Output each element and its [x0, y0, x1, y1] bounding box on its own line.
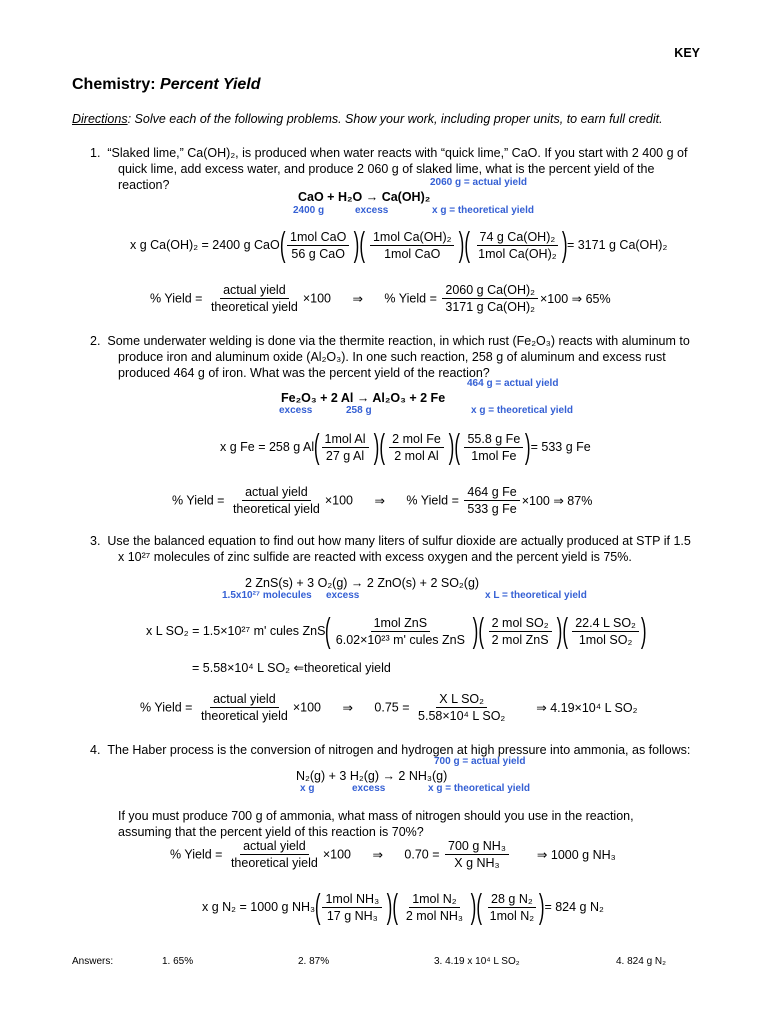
- p4-xg-note: x g: [300, 783, 315, 794]
- p1-py-x100: ×100: [302, 291, 331, 306]
- p2-py-den: theoretical yield: [232, 502, 320, 516]
- p3-f1-num: 1mol ZnS: [371, 615, 431, 632]
- p2-conversion-result: = 533 g Fe: [530, 440, 591, 454]
- problem-2-number: 2.: [90, 334, 101, 348]
- p1-f3-den: 1mol Ca(OH)₂: [478, 246, 557, 261]
- page-title: [72, 76, 261, 94]
- p1-py2-result: ×100 ⇒ 65%: [540, 292, 611, 306]
- p3-molecules-note: 1.5x10²⁷ molecules: [222, 590, 312, 601]
- problem-4-text: The Haber process is the conversion of nitrogen and hydrogen at high pressure into ammonia, as follows:: [107, 743, 691, 757]
- p2-theoretical-note: x g = theoretical yield: [471, 405, 573, 416]
- directions: [72, 112, 663, 126]
- p3-f1-den: 6.02×10²³ m' cules ZnS: [335, 632, 465, 647]
- p1-f2-num: 1mol Ca(OH)₂: [370, 229, 454, 246]
- p2-al-mass-note: 258 g: [346, 405, 372, 416]
- p4-py-num: actual yield: [240, 838, 309, 855]
- p3-f3-den: 1mol SO₂: [578, 632, 633, 647]
- p2-py2-result: ×100 ⇒ 87%: [521, 494, 593, 508]
- p2-py-x100: ×100: [324, 493, 353, 508]
- problem-3-text: Use the balanced equation to find out how many liters of sulfur dioxide are actually produced at STP if 1.5 x 10²⁷ molecules of zinc sulfide are reacted with excess oxygen and the percent yield is 75%.: [107, 534, 691, 564]
- p4-f3-num: 28 g N₂: [488, 891, 536, 908]
- p2-f1-den: 27 g Al: [325, 448, 365, 463]
- p2-py2-den: 533 g Fe: [467, 502, 517, 516]
- p1-f3-num: 74 g Ca(OH)₂: [477, 229, 559, 246]
- p3-py2-result: ⇒ 4.19×10⁴ L SO₂: [536, 701, 638, 715]
- p3-excess-note: excess: [326, 590, 360, 601]
- p4-py-x100: ×100: [322, 847, 351, 862]
- p1-py-den: theoretical yield: [210, 300, 298, 314]
- problem-1-number: 1.: [90, 146, 101, 160]
- p4-conversion: x g N₂ = 1000 g NH₃( $\frac{\text{1mol NH₃}}{\text{17 g NH₃}}$ )( $\frac{\text{1mol N₂}}{\text{2 mol NH₃}}$ )( $\frac{\text{28 g N₂}}{\text{1mol N₂}}$ )= 824 g N₂: [202, 888, 604, 926]
- p2-f2-num: 2 mol Fe: [389, 431, 444, 448]
- p1-py2-num: 2060 g Ca(OH)₂: [442, 282, 538, 299]
- p3-py2-den: 5.58×10⁴ L SO₂: [418, 709, 506, 723]
- p4-percent-yield: [170, 838, 616, 871]
- p1-conversion-lhs: x g Ca(OH)₂ = 2400 g CaO: [130, 238, 280, 252]
- directions-text: : Solve each of the following problems. Show your work, including proper units, to earn full credit.: [127, 112, 663, 126]
- answer-3: 3. 4.19 x 10⁴ L SO₂: [434, 956, 520, 967]
- p1-py2-lhs: % Yield =: [384, 291, 437, 306]
- p4-equation: N₂(g) + 3 H₂(g) → 2 NH₃(g): [296, 769, 448, 783]
- p1-implies: ⇒: [352, 292, 363, 306]
- p3-conversion: x L SO₂ = 1.5×10²⁷ m' cules ZnS( $\frac{\text{1mol ZnS}}{\text{6.02×10²³ m' cules ZnS}}$ )( $\frac{\text{2 mol SO₂}}{\text{2 mol ZnS}}$ )( $\frac{\text{22.4 L SO₂}}{\text{1mol SO₂}}$ ): [146, 612, 647, 650]
- p3-f2-den: 2 mol ZnS: [491, 632, 549, 647]
- p1-f2-den: 1mol CaO: [384, 246, 441, 261]
- p4-conversion-lhs: x g N₂ = 1000 g NH₃: [202, 900, 316, 914]
- p3-theoretical-result: = 5.58×10⁴ L SO₂ ⇐theoretical yield: [192, 661, 391, 675]
- p1-py-num: actual yield: [220, 282, 289, 299]
- p1-conversion: x g Ca(OH)₂ = 2400 g CaO( $\frac{\text{1mol CaO}}{\text{56 g CaO}}$ )( $\frac{\text{1mol Ca(OH)₂}}{\text{1mol CaO}}$ )( $\frac{\text{74 g Ca(OH)₂}}{\text{1mol Ca(OH)₂}}$ )= 3171 g Ca(OH)₂: [130, 226, 668, 264]
- problem-3: [72, 533, 692, 565]
- problem-4: [72, 742, 692, 758]
- p2-f2-den: 2 mol Al: [394, 448, 439, 463]
- p1-actual-yield-note: 2060 g = actual yield: [430, 177, 527, 188]
- p4-py2-den: X g NH₃: [454, 856, 500, 870]
- problem-4-number: 4.: [90, 743, 101, 757]
- problem-2-text: Some underwater welding is done via the thermite reaction, in which rust (Fe₂O₃) reacts with aluminum to produce iron and aluminum oxide (Al₂O₃). In one such reaction, 258 g of aluminum and excess rust produced 464 g of iron. What was the percent yield of the reaction?: [107, 334, 690, 380]
- p3-py-den: theoretical yield: [200, 709, 288, 723]
- p3-f2-num: 2 mol SO₂: [489, 615, 552, 632]
- problem-4-question: If you must produce 700 g of ammonia, what mass of nitrogen should you use in the reaction, assuming that the percent yield of this reaction is 70%?: [118, 809, 634, 839]
- p3-py-x100: ×100: [292, 700, 321, 715]
- p1-f1-num: 1mol CaO: [287, 229, 349, 246]
- problem-1-text: “Slaked lime,” Ca(OH)₂, is produced when water reacts with “quick lime,” CaO. If you start with 2 400 g of quick lime, add excess water, and produce 2 060 g of slaked lime, what is the percent yield of the reaction?: [107, 146, 688, 192]
- problem-2: [72, 333, 692, 381]
- p1-percent-yield: [150, 282, 611, 315]
- p1-cao-mass-note: 2400 g: [293, 205, 325, 216]
- p4-py-den: theoretical yield: [230, 856, 318, 870]
- p4-f2-den: 2 mol NH₃: [405, 908, 464, 923]
- p3-theoretical-note: x L = theoretical yield: [485, 590, 587, 601]
- p2-py-num: actual yield: [242, 484, 311, 501]
- p4-py2-result: ⇒ 1000 g NH₃: [536, 848, 616, 862]
- directions-label: Directions: [72, 112, 128, 126]
- p2-implies: ⇒: [374, 494, 385, 508]
- problem-1: [72, 145, 692, 193]
- p4-f3-den: 1mol N₂: [489, 908, 535, 923]
- p4-excess-note: excess: [352, 783, 386, 794]
- p3-percent-yield: [140, 691, 637, 724]
- p4-f1-num: 1mol NH₃: [322, 891, 382, 908]
- p2-equation: Fe₂O₃ + 2 Al → Al₂O₃ + 2 Fe: [281, 391, 446, 405]
- p4-py2-lhs: 0.70 =: [404, 847, 440, 862]
- p1-py-lhs: % Yield =: [150, 291, 203, 306]
- p3-f3-num: 22.4 L SO₂: [572, 615, 639, 632]
- p3-implies: ⇒: [342, 701, 353, 715]
- p2-f3-num: 55.8 g Fe: [464, 431, 523, 448]
- p4-implies: ⇒: [372, 848, 383, 862]
- p1-conversion-result: = 3171 g Ca(OH)₂: [566, 238, 668, 252]
- p4-theoretical-note: x g = theoretical yield: [428, 783, 530, 794]
- problem-3-number: 3.: [90, 534, 101, 548]
- p4-py2-num: 700 g NH₃: [445, 838, 509, 855]
- p2-percent-yield: [172, 484, 592, 517]
- answer-2: 2. 87%: [298, 956, 330, 967]
- p1-f1-den: 56 g CaO: [291, 246, 345, 261]
- p2-excess-note: excess: [279, 405, 313, 416]
- answer-1: 1. 65%: [162, 956, 194, 967]
- p2-py2-lhs: % Yield =: [406, 493, 459, 508]
- p3-equation: 2 ZnS(s) + 3 O₂(g) → 2 ZnO(s) + 2 SO₂(g): [245, 576, 480, 590]
- p4-py-lhs: % Yield =: [170, 847, 223, 862]
- p2-f3-den: 1mol Fe: [471, 448, 517, 463]
- p2-actual-yield-note: 464 g = actual yield: [467, 378, 559, 389]
- p2-conversion-lhs: x g Fe = 258 g Al: [220, 440, 315, 454]
- p4-actual-yield-note: 700 g = actual yield: [434, 756, 526, 767]
- p3-py2-lhs: 0.75 =: [374, 700, 410, 715]
- p4-f2-num: 1mol N₂: [409, 891, 459, 908]
- p3-py2-num: X L SO₂: [436, 691, 487, 708]
- p3-py-lhs: % Yield =: [140, 700, 193, 715]
- p1-excess-note: excess: [355, 205, 389, 216]
- title-subject: Chemistry:: [72, 76, 156, 93]
- p1-py2-den: 3171 g Ca(OH)₂: [445, 300, 535, 314]
- title-topic: Percent Yield: [160, 76, 261, 93]
- p1-equation: CaO + H₂O → Ca(OH)₂: [298, 190, 431, 204]
- answer-key-label: KEY: [674, 46, 700, 60]
- p1-theoretical-note: x g = theoretical yield: [432, 205, 534, 216]
- p2-f1-num: 1mol Al: [322, 431, 369, 448]
- p3-conversion-lhs: x L SO₂ = 1.5×10²⁷ m' cules ZnS: [146, 624, 326, 638]
- p2-py-lhs: % Yield =: [172, 493, 225, 508]
- answers-label: Answers:: [72, 956, 114, 967]
- p3-py-num: actual yield: [210, 691, 279, 708]
- p4-f1-den: 17 g NH₃: [326, 908, 378, 923]
- p2-conversion: x g Fe = 258 g Al( $\frac{\text{1mol Al}}{\text{27 g Al}}$ )( $\frac{\text{2 mol Fe}}{\text{2 mol Al}}$ )( $\frac{\text{55.8 g Fe}}{\text{1mol Fe}}$ )= 533 g Fe: [220, 428, 591, 466]
- answer-4: 4. 824 g N₂: [616, 956, 667, 967]
- p4-conversion-result: = 824 g N₂: [544, 900, 604, 914]
- p2-py2-num: 464 g Fe: [464, 484, 519, 501]
